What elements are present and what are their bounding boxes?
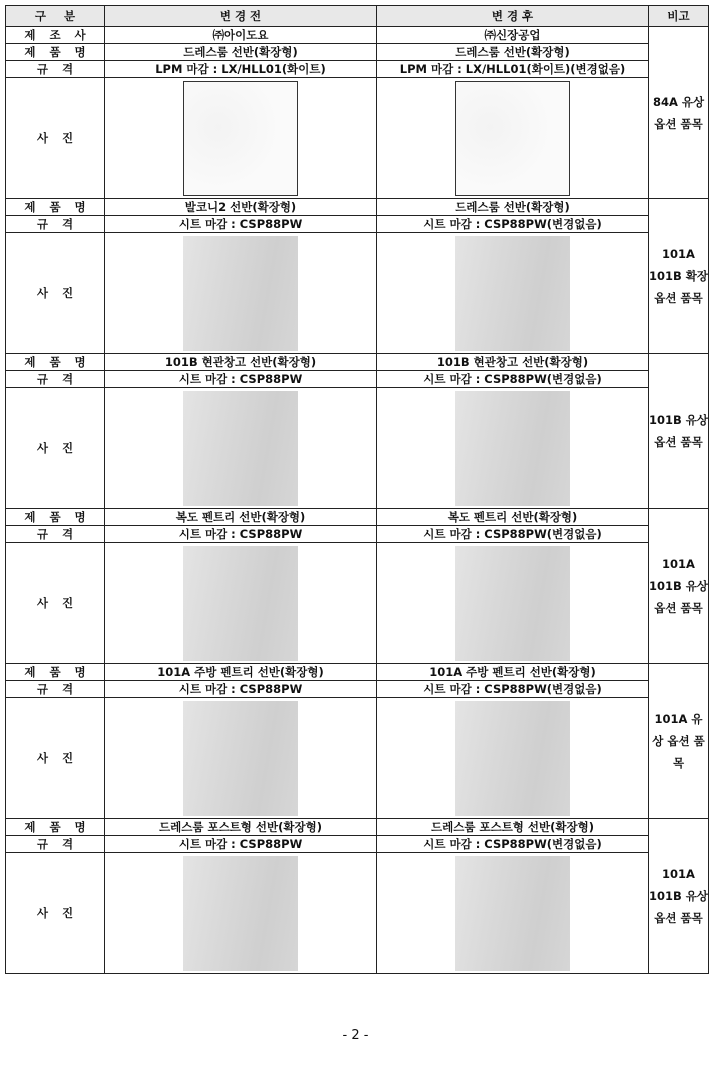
spec-label: 규 격 xyxy=(6,681,105,698)
spec-label: 규 격 xyxy=(6,371,105,388)
maker-after: ㈜신장공업 xyxy=(377,27,649,44)
remark-cell: 101B 유상 옵션 품목 xyxy=(649,354,709,509)
spec-label: 규 격 xyxy=(6,526,105,543)
product-before: 발코니2 선반(확장형) xyxy=(105,199,377,216)
spec-row xyxy=(6,681,709,698)
photo-label: 사 진 xyxy=(6,388,105,509)
photo-before xyxy=(105,853,377,974)
finish-sample-image xyxy=(455,81,570,196)
remark-cell: 84A 유상 옵션 품목 xyxy=(649,27,709,199)
change-table xyxy=(5,5,709,974)
product-label: 제 품 명 xyxy=(6,354,105,371)
spec-after: 시트 마감 : CSP88PW(변경없음) xyxy=(377,526,649,543)
product-before: 101B 현관창고 선반(확장형) xyxy=(105,354,377,371)
spec-row xyxy=(6,371,709,388)
product-after: 101B 현관창고 선반(확장형) xyxy=(377,354,649,371)
finish-sample-image xyxy=(183,701,298,816)
product-after: 드레스룸 선반(확장형) xyxy=(377,199,649,216)
product-label: 제 품 명 xyxy=(6,44,105,61)
photo-row xyxy=(6,78,709,199)
product-after: 드레스룸 선반(확장형) xyxy=(377,44,649,61)
product-before: 드레스룸 포스트형 선반(확장형) xyxy=(105,819,377,836)
spec-label: 규 격 xyxy=(6,216,105,233)
photo-label: 사 진 xyxy=(6,543,105,664)
remark-cell: 101A 유상 옵션 품목 xyxy=(649,664,709,819)
photo-after xyxy=(377,698,649,819)
spec-before: 시트 마감 : CSP88PW xyxy=(105,681,377,698)
photo-before xyxy=(105,698,377,819)
finish-sample-image xyxy=(455,546,570,661)
product-row xyxy=(6,509,709,526)
product-label: 제 품 명 xyxy=(6,819,105,836)
photo-label: 사 진 xyxy=(6,233,105,354)
photo-row xyxy=(6,698,709,819)
spec-after: 시트 마감 : CSP88PW(변경없음) xyxy=(377,371,649,388)
photo-row xyxy=(6,388,709,509)
spec-label: 규 격 xyxy=(6,836,105,853)
spec-row xyxy=(6,61,709,78)
page-number: - 2 - xyxy=(342,1028,369,1043)
photo-row xyxy=(6,853,709,974)
product-after: 드레스룸 포스트형 선반(확장형) xyxy=(377,819,649,836)
spec-row xyxy=(6,216,709,233)
photo-label: 사 진 xyxy=(6,78,105,199)
table-header-row xyxy=(6,6,709,27)
remark-cell: 101A 101B 확장 옵션 품목 xyxy=(649,199,709,354)
header-after: 변 경 후 xyxy=(377,6,649,27)
product-before: 복도 펜트리 선반(확장형) xyxy=(105,509,377,526)
header-remark: 비고 xyxy=(649,6,709,27)
photo-after xyxy=(377,78,649,199)
spec-after: 시트 마감 : CSP88PW(변경없음) xyxy=(377,216,649,233)
photo-after xyxy=(377,388,649,509)
finish-sample-image xyxy=(183,81,298,196)
spec-label: 규 격 xyxy=(6,61,105,78)
header-division: 구 분 xyxy=(6,6,105,27)
spec-before: LPM 마감 : LX/HLL01(화이트) xyxy=(105,61,377,78)
product-before: 101A 주방 펜트리 선반(확장형) xyxy=(105,664,377,681)
finish-sample-image xyxy=(183,391,298,506)
spec-before: 시트 마감 : CSP88PW xyxy=(105,216,377,233)
photo-after xyxy=(377,543,649,664)
product-row xyxy=(6,199,709,216)
spec-before: 시트 마감 : CSP88PW xyxy=(105,836,377,853)
finish-sample-image xyxy=(183,546,298,661)
header-before: 변 경 전 xyxy=(105,6,377,27)
spec-row xyxy=(6,526,709,543)
maker-row xyxy=(6,27,709,44)
product-label: 제 품 명 xyxy=(6,664,105,681)
maker-label: 제 조 사 xyxy=(6,27,105,44)
photo-row xyxy=(6,543,709,664)
finish-sample-image xyxy=(455,701,570,816)
photo-after xyxy=(377,233,649,354)
product-label: 제 품 명 xyxy=(6,199,105,216)
finish-sample-image xyxy=(183,856,298,971)
spec-after: 시트 마감 : CSP88PW(변경없음) xyxy=(377,836,649,853)
photo-label: 사 진 xyxy=(6,698,105,819)
remark-cell: 101A 101B 유상 옵션 품목 xyxy=(649,819,709,974)
product-after: 복도 펜트리 선반(확장형) xyxy=(377,509,649,526)
photo-row xyxy=(6,233,709,354)
photo-before xyxy=(105,543,377,664)
product-before: 드레스룸 선반(확장형) xyxy=(105,44,377,61)
product-row xyxy=(6,664,709,681)
photo-before xyxy=(105,388,377,509)
product-row xyxy=(6,354,709,371)
photo-before xyxy=(105,233,377,354)
finish-sample-image xyxy=(455,236,570,351)
spec-row xyxy=(6,836,709,853)
photo-after xyxy=(377,853,649,974)
finish-sample-image xyxy=(455,391,570,506)
spec-after: LPM 마감 : LX/HLL01(화이트)(변경없음) xyxy=(377,61,649,78)
product-label: 제 품 명 xyxy=(6,509,105,526)
spec-before: 시트 마감 : CSP88PW xyxy=(105,526,377,543)
maker-before: ㈜아이도요 xyxy=(105,27,377,44)
photo-before xyxy=(105,78,377,199)
spec-after: 시트 마감 : CSP88PW(변경없음) xyxy=(377,681,649,698)
finish-sample-image xyxy=(455,856,570,971)
photo-label: 사 진 xyxy=(6,853,105,974)
product-row xyxy=(6,819,709,836)
product-after: 101A 주방 펜트리 선반(확장형) xyxy=(377,664,649,681)
spec-before: 시트 마감 : CSP88PW xyxy=(105,371,377,388)
remark-cell: 101A 101B 유상 옵션 품목 xyxy=(649,509,709,664)
product-row xyxy=(6,44,709,61)
change-table-body xyxy=(6,6,709,974)
finish-sample-image xyxy=(183,236,298,351)
